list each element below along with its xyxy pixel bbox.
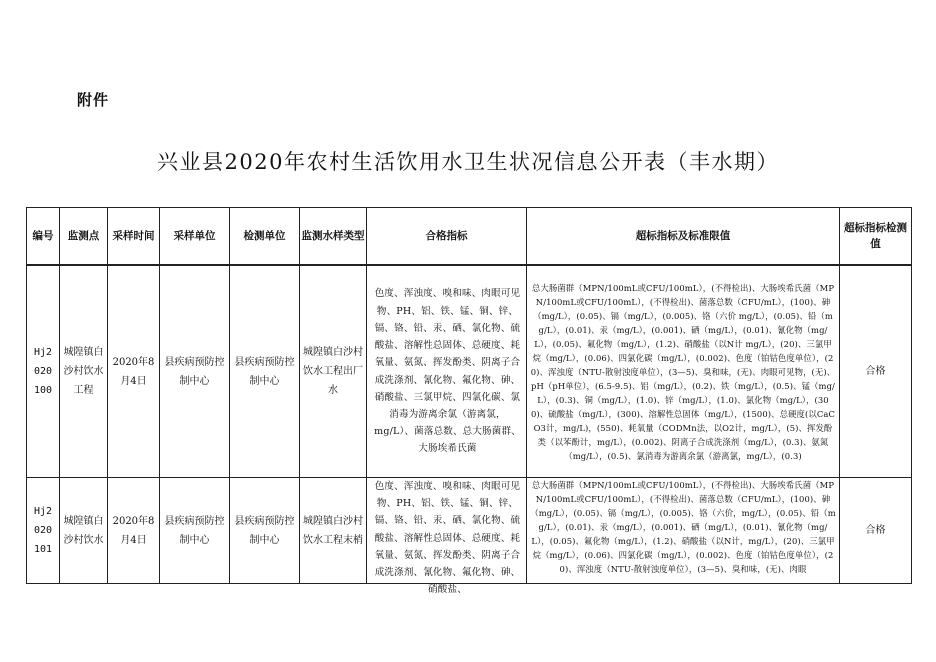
header-id: 编号 — [27, 208, 60, 266]
row-standards: 色度、浑浊度、嗅和味、肉眼可见物、PH、铝、铁、锰、铜、锌、镉、铬、铅、汞、硒、氯化物、硫酸盐、溶解性总固体、总硬度、耗氧量、氨氮、挥发酚类、阴离子合成洗涤剂、氰化物、氟化物、砷、硝酸盐、三氯甲烷、四氯化碳、氯消毒为游离余氯（游离氯，mg/L）、菌落总数、总大肠菌群、大肠埃希氏菌 — [367, 265, 527, 478]
row-sampler: 县疾病预防控制中心 — [160, 478, 230, 584]
row-limits: 总大肠菌群（MPN/100mL或CFU/100mL），(不得检出)、大肠埃希氏菌（MPN/100mL或CFU/100mL），(不得检出)、菌落总数（CFU/mL），(100)、砷（mg/L），(0.05)、镉（mg/L），(0.005)、铬（六价 mg/L），(0.05)、铅（mg/L），(0.01)、汞（mg/L），(0.001)、硒（mg/L），(0.01)、氰化物（mg/L），(0.05)、氟化物（mg/L），(1.2)、硝酸盐（以N计 mg/L），(20)、三氯甲烷（mg/L），(0.06)、四氯化碳（mg/L），(0.002)、色度（铂钴色度单位），(20)、浑浊度（NTU-散射浊度单位），(3—5)、臭和味，(无)、肉眼可见物，(无)、pH（pH单位），(6.5-9.5)、铝（mg/L），(0.2)、铁（mg/L），(0.5)、锰（mg/L），(0.3)、铜（mg/L），(1.0)、锌（mg/L），(1.0)、氯化物（mg/L），(300)、硫酸盐（mg/L），(300)、溶解性总固体（mg/L），(1500)、总硬度(以CaCO3计，mg/L)，(550)、耗氧量（CODMn法，以O2计，mg/L），(5)、挥发酚类（以苯酚计，mg/L），(0.002)、阴离子合成洗涤剂（mg/L），(0.3)、氨氮（mg/L），(0.5)、氯消毒为游离余氯（游离氯，mg/L），(0.3) — [527, 265, 840, 478]
row-id: Hj2 020 100 — [27, 265, 60, 478]
row-tester: 县疾病预防控制中心 — [230, 265, 300, 478]
header-sampler: 采样单位 — [160, 208, 230, 266]
header-water-type: 监测水样类型 — [300, 208, 367, 266]
row-site: 城隍镇白沙村饮水工程 — [60, 265, 108, 478]
row-exceed-value: 合格 — [840, 265, 912, 478]
row-site: 城隍镇白沙村饮水 — [60, 478, 108, 584]
row-standards: 色度、浑浊度、嗅和味、肉眼可见物、PH、铝、铁、锰、铜、锌、镉、铬、铅、汞、硒、氯化物、硫酸盐、溶解性总固体、总硬度、耗氧量、氨氮、挥发酚类、阴离子合成洗涤剂、氰化物、氟化物、砷、硝酸盐、 — [374, 481, 521, 596]
row-tester: 县疾病预防控制中心 — [230, 478, 300, 584]
row-time: 2020年8月4日 — [108, 265, 160, 478]
header-standards: 合格指标 — [367, 208, 527, 266]
table-header-row — [27, 208, 912, 266]
water-quality-table — [26, 207, 912, 596]
row-id: Hj2 020 101 — [27, 478, 60, 584]
document-title: 兴业县2020年农村生活饮用水卫生状况信息公开表（丰水期） — [157, 150, 779, 174]
attachment-label: 附件 — [77, 91, 110, 109]
header-exceed-value: 超标指标检测值 — [840, 208, 912, 266]
row-sampler: 县疾病预防控制中心 — [160, 265, 230, 478]
row-water-type: 城隍镇白沙村饮水工程出厂水 — [300, 265, 367, 478]
header-limits: 超标指标及标准限值 — [527, 208, 840, 266]
row-limits: 总大肠菌群（MPN/100mL或CFU/100mL），(不得检出)、大肠埃希氏菌（MPN/100mL或CFU/100mL），(不得检出)、菌落总数（CFU/mL），(100)、砷（mg/L），(0.05)、镉（mg/L），(0.005)、铬（六价，mg/L），(0.05)、铅（mg/L），(0.01)、汞（mg/L），(0.001)、硒（mg/L），(0.01)、氰化物（mg/L），(0.05)、氟化物（mg/L），(1.2)、硝酸盐（以N计，mg/L），(20)、三氯甲烷（mg/L），(0.06)、四氯化碳（mg/L），(0.002)、色度（铂钴色度单位），(20)、浑浊度（NTU-散射浊度单位），(3—5)、臭和味，(无)、肉眼 — [530, 480, 836, 574]
row-exceed-value: 合格 — [840, 478, 912, 584]
table-row — [27, 478, 912, 584]
header-site: 监测点 — [60, 208, 108, 266]
table-row — [27, 265, 912, 478]
header-tester: 检测单位 — [230, 208, 300, 266]
header-time: 采样时间 — [108, 208, 160, 266]
row-time: 2020年8月4日 — [108, 478, 160, 584]
row-water-type: 城隍镇白沙村饮水工程末梢 — [300, 478, 367, 584]
